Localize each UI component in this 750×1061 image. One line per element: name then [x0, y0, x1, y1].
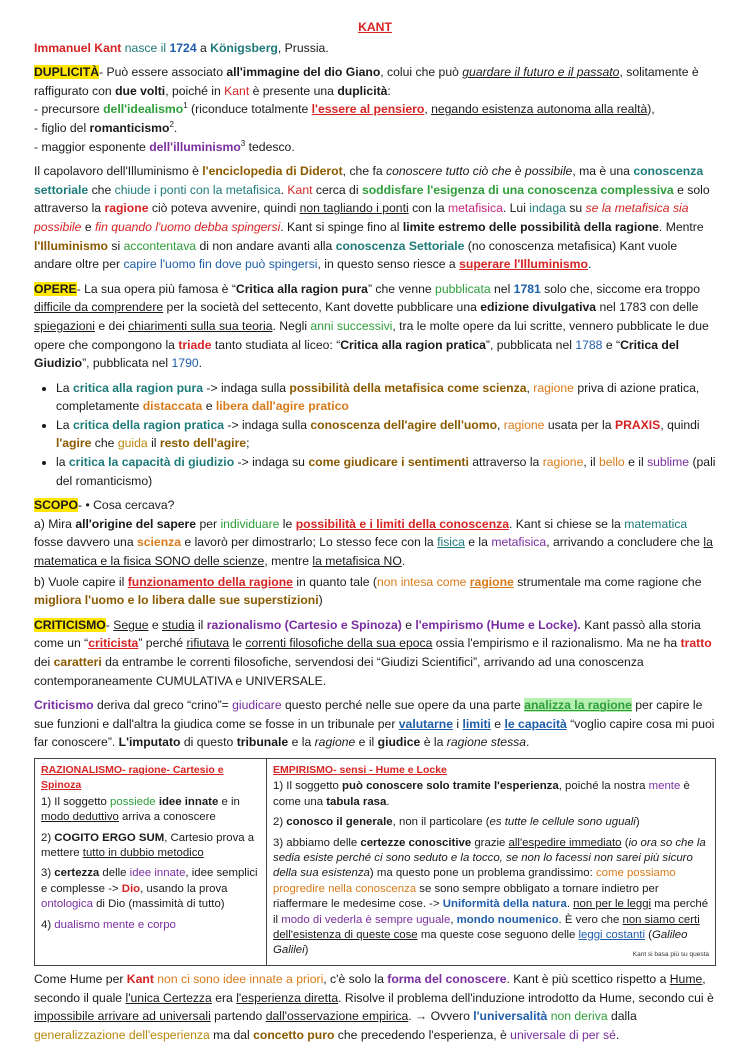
list-item: 3) certezza delle idee innate, idee semplici e complesse -> Dio, usando la prova ontologica di Dio (massimità di tutto) [41, 867, 258, 911]
critiche-list [34, 379, 716, 491]
margin-note: Kant si basa più su questa [632, 950, 709, 958]
scopo-section: SCOPO- • Cosa cercava? a) Mira all'origine del sapere per individuare le possibilità e i limiti della conoscenza. Kant si chiese se la matematica fosse davvero una scienza e lavorò per dimostrarlo; Lo stesso fece con la fisica e la metafisica, arrivando a concludere che la matematica e la fisica SONO delle scienze, mentre la metafisica NO. [34, 498, 713, 569]
list-item: 2) conosco il generale, non il particolare (es tutte le cellule sono uguali) [273, 816, 640, 829]
criticismo-etymology: Criticismo deriva dal greco “crino”= giudicare questo perché nelle sue opere da una parte analizza la ragione per capire le sue funzioni e dall'altra la giudica come se fosse in un tribunale per valutarne i limiti e le capacità “voglio capire cosa mi puoi far conoscere”. L'imputato di questo tribunale e la ragione e il giudice è la ragione stessa. [34, 698, 715, 750]
list-item: 1) Il soggetto può conoscere solo tramite l'esperienza, poiché la nostra mente è come una tabula rasa. [273, 780, 690, 808]
razionalismo-title: RAZIONALISMO- ragione- Cartesio e Spinoza [41, 763, 224, 792]
scopo-label: SCOPO [34, 498, 79, 513]
empirismo-title: EMPIRISMO- sensi - Hume e Locke [273, 763, 447, 776]
list-item: 1) Il soggetto possiede idee innate e in modo deduttivo arriva a conoscere [41, 795, 240, 824]
capolavoro-paragraph: Il capolavoro dell'Illuminismo è l'enciclopedia di Diderot, che fa conoscere tutto ciò che è possibile, ma è una conoscenza settoriale che chiude i ponti con la metafisica. Kant cerca di soddisfare l'esigenza di una conoscenza complessiva e solo attraverso la ragione ciò poteva avvenire, quindi non tagliando i ponti con la metafisica. Lui indaga su se la metafisica sia possibile e fin quando l'uomo debba spingersi. Kant si spinge fino al limite estremo delle possibilità della ragione. Mentre l'Illuminismo si accontentava di non andare avanti alla conoscenza Settoriale (no conoscenza metafisica) Kant vuole andare oltre per capire l'uomo fin dove può spingersi, in questo senso riesce a superare l'Illuminismo. [34, 164, 710, 272]
list-item: • La critica alla ragion pura -> indaga sulla possibilità della metafisica come scienza, ragione priva di azione pratica, completamente distaccata e libera dall'agire pratico [56, 379, 716, 416]
list-item: • la critica la capacità di giudizio -> indaga su come giudicare i sentimenti attraverso la ragione, il bello e il sublime (pali del romanticismo) [56, 453, 716, 490]
criticismo-label: CRITICISMO [34, 617, 106, 632]
intro-paragraph: Immanuel Kant nasce il 1724 a Königsberg, Prussia. [34, 40, 329, 55]
scopo-b-paragraph: b) Vuole capire il funzionamento della ragione in quanto tale (non intesa come ragione strumentale ma come ragione che migliora l'uomo e lo libera dalle sue superstizioni) [34, 574, 702, 608]
duplicita-section: DUPLICITÀ- Può essere associato all'immagine del dio Giano, colui che può guardare il futuro e il passato, solitamente è raffigurato con due volti, poiché in Kant è presente una duplicità: - precursore dell'idealismo$^1$ (riconduce totalmente l'essere al pensiero, negando esistenza autonoma alla realtà), - figlio del romanticismo$^2$. - maggior esponente dell'illuminismo$^3$ tedesco. [34, 65, 699, 154]
finale-paragraph: Come Hume per Kant non ci sono idee innate a priori, c'è solo la forma del conoscere. Kant è più scettico rispetto a Hume, secondo il quale l'unica Certezza era l'esperienza diretta. Risolve il problema dell'induzione introdotto da Hume, secondo cui è impossibile arrivare ad universali partendo dall'osservazione empirica. → Ovvero l'universalità non deriva dalla generalizzazione dell'esperienza ma dal concetto puro che precedendo l'esperienza, è universale di per sé. [34, 971, 714, 1042]
list-item: 2) COGITO ERGO SUM, Cartesio prova a mettere tutto in dubbio metodico [41, 831, 255, 859]
empirismo-column [267, 759, 715, 965]
list-item: 4) dualismo mente e corpo [41, 918, 176, 931]
razionalismo-column [35, 759, 267, 965]
page-title: KANT [358, 20, 392, 34]
list-item: • La critica della ragion pratica -> indaga sulla conoscenza dell'agire dell'uomo, ragione usata per la PRAXIS, quindi l'agire che guida il resto dell'agire; [56, 416, 716, 453]
opere-section: OPERE- La sua opera più famosa è “Critica alla ragion pura” che venne pubblicata nel 1781 solo che, siccome era troppo difficile da comprendere per la società del settecento, Kant dovette pubblicare una edizione divulgativa nel 1783 con delle spiegazioni e dei chiarimenti sulla sua teoria. Negli anni successivi, tra le molte opere da lui scritte, vennero pubblicate le due opere che compongono la triade tanto studiata al liceo: “Critica alla ragion pratica”, pubblicata nel 1788 e “Critica del Giudizio”, pubblicata nel 1790. [34, 281, 709, 371]
opere-label: OPERE [34, 281, 77, 296]
duplicita-label: DUPLICITÀ [34, 65, 99, 80]
comparison-table [34, 758, 716, 966]
criticismo-section: CRITICISMO- Segue e studia il razionalismo (Cartesio e Spinoza) e l'empirismo (Hume e Locke). Kant passò alla storia come un “criticista” perché rifiutava le correnti filosofiche della sua epoca ossia l'empirismo e il razionalismo. Ma ne ha tratto dei caratteri da entrambe le correnti filosofiche, servendosi dei “Giudizi Scientifici”, arrivando ad una conoscenza contemporaneamente CUMULATIVA e UNIVERSALE. [34, 617, 712, 688]
list-item: 3) abbiamo delle certezze conoscitive grazie all'espedire immediato (io ora so che la sedia esiste perché ci sono seduto e la tocco, se non lo facessi non sarei più sicuro della sua esistenza) ma questo pone un problema grandissimo: come possiamo progredire nella conoscenza se sono sempre obbligato a tornare indietro per riaffermare le medesime cose. -> Uniformità della natura. non per le leggi ma perché il modo di vederla è sempre uguale, mondo noumenico. È vero che non siamo certi dell'esistenza di queste cose ma queste cose seguono delle leggi costanti (Galileo Galilei) [273, 836, 709, 957]
